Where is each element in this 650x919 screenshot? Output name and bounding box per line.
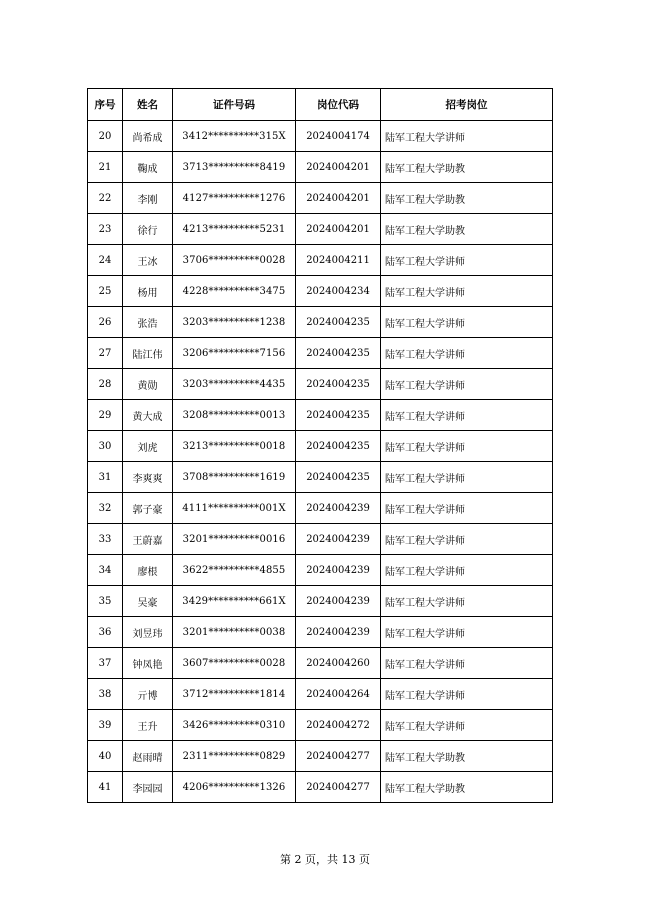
cell-seq: 25 <box>88 276 123 307</box>
table-row <box>88 555 553 586</box>
cell-name: 鞠成 <box>123 152 173 183</box>
cell-post: 陆军工程大学讲师 <box>381 400 553 431</box>
header-post: 招考岗位 <box>381 89 553 121</box>
cell-name: 赵雨晴 <box>123 741 173 772</box>
table-row <box>88 710 553 741</box>
cell-seq: 41 <box>88 772 123 803</box>
table-row <box>88 152 553 183</box>
cell-id-number: 3622**********4855 <box>173 555 296 586</box>
cell-name: 李刚 <box>123 183 173 214</box>
cell-post-code: 2024004235 <box>296 431 381 462</box>
header-post-code: 岗位代码 <box>296 89 381 121</box>
cell-name: 钟凤艳 <box>123 648 173 679</box>
table-row <box>88 121 553 152</box>
cell-name: 郭子豪 <box>123 493 173 524</box>
cell-name: 杨用 <box>123 276 173 307</box>
cell-id-number: 4228**********3475 <box>173 276 296 307</box>
cell-post-code: 2024004264 <box>296 679 381 710</box>
cell-post: 陆军工程大学讲师 <box>381 245 553 276</box>
table-row <box>88 741 553 772</box>
cell-id-number: 3206**********7156 <box>173 338 296 369</box>
cell-id-number: 3607**********0028 <box>173 648 296 679</box>
cell-name: 廖根 <box>123 555 173 586</box>
cell-post-code: 2024004235 <box>296 462 381 493</box>
table-row <box>88 586 553 617</box>
cell-name: 吴豪 <box>123 586 173 617</box>
cell-post: 陆军工程大学助教 <box>381 741 553 772</box>
cell-id-number: 3712**********1814 <box>173 679 296 710</box>
cell-post-code: 2024004235 <box>296 400 381 431</box>
cell-id-number: 3713**********8419 <box>173 152 296 183</box>
cell-post: 陆军工程大学讲师 <box>381 307 553 338</box>
cell-seq: 29 <box>88 400 123 431</box>
cell-id-number: 3208**********0013 <box>173 400 296 431</box>
table-row <box>88 400 553 431</box>
cell-post: 陆军工程大学讲师 <box>381 493 553 524</box>
cell-post-code: 2024004272 <box>296 710 381 741</box>
cell-seq: 39 <box>88 710 123 741</box>
cell-seq: 20 <box>88 121 123 152</box>
cell-post: 陆军工程大学讲师 <box>381 617 553 648</box>
cell-id-number: 4127**********1276 <box>173 183 296 214</box>
cell-name: 王冰 <box>123 245 173 276</box>
table-row <box>88 679 553 710</box>
cell-post: 陆军工程大学助教 <box>381 772 553 803</box>
cell-post-code: 2024004201 <box>296 214 381 245</box>
cell-id-number: 4213**********5231 <box>173 214 296 245</box>
cell-seq: 31 <box>88 462 123 493</box>
table-row <box>88 338 553 369</box>
cell-post-code: 2024004239 <box>296 586 381 617</box>
cell-name: 黄大成 <box>123 400 173 431</box>
cell-post: 陆军工程大学助教 <box>381 183 553 214</box>
cell-id-number: 3708**********1619 <box>173 462 296 493</box>
cell-post: 陆军工程大学助教 <box>381 152 553 183</box>
cell-post-code: 2024004239 <box>296 524 381 555</box>
table-row <box>88 307 553 338</box>
cell-post-code: 2024004174 <box>296 121 381 152</box>
cell-seq: 38 <box>88 679 123 710</box>
table-row <box>88 648 553 679</box>
cell-seq: 21 <box>88 152 123 183</box>
cell-id-number: 3706**********0028 <box>173 245 296 276</box>
cell-post-code: 2024004201 <box>296 152 381 183</box>
cell-name: 李爽爽 <box>123 462 173 493</box>
cell-id-number: 3201**********0038 <box>173 617 296 648</box>
cell-post-code: 2024004260 <box>296 648 381 679</box>
cell-post-code: 2024004201 <box>296 183 381 214</box>
cell-post: 陆军工程大学助教 <box>381 214 553 245</box>
cell-name: 亓博 <box>123 679 173 710</box>
cell-id-number: 3426**********0310 <box>173 710 296 741</box>
cell-post: 陆军工程大学讲师 <box>381 679 553 710</box>
cell-name: 王蔚嘉 <box>123 524 173 555</box>
cell-name: 刘虎 <box>123 431 173 462</box>
cell-post-code: 2024004235 <box>296 307 381 338</box>
table-row <box>88 245 553 276</box>
cell-seq: 40 <box>88 741 123 772</box>
cell-id-number: 3429**********661X <box>173 586 296 617</box>
cell-post: 陆军工程大学讲师 <box>381 462 553 493</box>
table-row <box>88 183 553 214</box>
candidate-table <box>87 88 553 803</box>
cell-id-number: 3203**********1238 <box>173 307 296 338</box>
cell-post: 陆军工程大学讲师 <box>381 369 553 400</box>
cell-post: 陆军工程大学讲师 <box>381 648 553 679</box>
header-seq: 序号 <box>88 89 123 121</box>
cell-seq: 28 <box>88 369 123 400</box>
header-id-number: 证件号码 <box>173 89 296 121</box>
header-name: 姓名 <box>123 89 173 121</box>
cell-post-code: 2024004235 <box>296 338 381 369</box>
cell-post-code: 2024004277 <box>296 741 381 772</box>
cell-id-number: 3203**********4435 <box>173 369 296 400</box>
cell-name: 王升 <box>123 710 173 741</box>
page-footer: 第 2 页，共 13 页 <box>280 853 370 866</box>
cell-seq: 36 <box>88 617 123 648</box>
cell-post: 陆军工程大学讲师 <box>381 121 553 152</box>
cell-seq: 33 <box>88 524 123 555</box>
cell-name: 刘昱玮 <box>123 617 173 648</box>
table-row <box>88 369 553 400</box>
cell-id-number: 2311**********0829 <box>173 741 296 772</box>
cell-post-code: 2024004235 <box>296 369 381 400</box>
cell-name: 张浩 <box>123 307 173 338</box>
cell-post-code: 2024004239 <box>296 493 381 524</box>
cell-id-number: 3213**********0018 <box>173 431 296 462</box>
cell-seq: 37 <box>88 648 123 679</box>
cell-seq: 27 <box>88 338 123 369</box>
table-header-row <box>88 89 553 121</box>
cell-name: 徐行 <box>123 214 173 245</box>
cell-post-code: 2024004234 <box>296 276 381 307</box>
cell-post: 陆军工程大学讲师 <box>381 524 553 555</box>
table-row <box>88 214 553 245</box>
cell-id-number: 3201**********0016 <box>173 524 296 555</box>
cell-name: 黄勋 <box>123 369 173 400</box>
cell-post-code: 2024004211 <box>296 245 381 276</box>
cell-seq: 24 <box>88 245 123 276</box>
cell-post-code: 2024004239 <box>296 555 381 586</box>
cell-seq: 34 <box>88 555 123 586</box>
cell-post: 陆军工程大学讲师 <box>381 586 553 617</box>
cell-id-number: 4111**********001X <box>173 493 296 524</box>
cell-name: 尚希成 <box>123 121 173 152</box>
table-row <box>88 617 553 648</box>
table-row <box>88 524 553 555</box>
cell-seq: 26 <box>88 307 123 338</box>
cell-post: 陆军工程大学讲师 <box>381 276 553 307</box>
cell-post-code: 2024004277 <box>296 772 381 803</box>
table-row <box>88 772 553 803</box>
cell-seq: 35 <box>88 586 123 617</box>
table-row <box>88 462 553 493</box>
cell-post: 陆军工程大学讲师 <box>381 555 553 586</box>
cell-seq: 32 <box>88 493 123 524</box>
cell-post: 陆军工程大学讲师 <box>381 338 553 369</box>
table-row <box>88 493 553 524</box>
cell-name: 李园园 <box>123 772 173 803</box>
cell-seq: 22 <box>88 183 123 214</box>
cell-name: 陆江伟 <box>123 338 173 369</box>
cell-seq: 30 <box>88 431 123 462</box>
cell-id-number: 4206**********1326 <box>173 772 296 803</box>
cell-post: 陆军工程大学讲师 <box>381 431 553 462</box>
cell-post: 陆军工程大学讲师 <box>381 710 553 741</box>
cell-id-number: 3412**********315X <box>173 121 296 152</box>
table-body <box>88 121 553 803</box>
cell-seq: 23 <box>88 214 123 245</box>
cell-post-code: 2024004239 <box>296 617 381 648</box>
table-row <box>88 431 553 462</box>
table-row <box>88 276 553 307</box>
